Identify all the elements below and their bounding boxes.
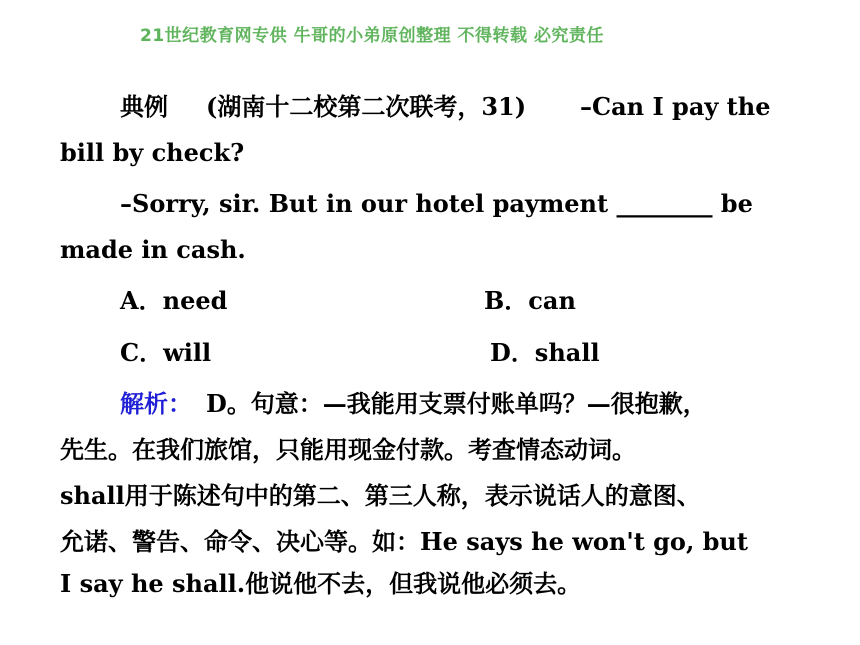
- option-c: C．will: [120, 338, 212, 367]
- option-a: A．need: [120, 286, 228, 315]
- option-b: B．can: [484, 286, 576, 315]
- analysis-line4: 允诺、警告、命令、决心等。如：He says he won't go, but: [60, 527, 748, 556]
- question-line3: –Sorry, sir. But in our hotel payment ________ be: [120, 189, 753, 218]
- watermark-banner: 21世纪教育网专供 牛哥的小弟原创整理 不得转载 必究责任: [140, 26, 604, 46]
- analysis-label: 解析：: [120, 389, 192, 418]
- analysis-line2: 先生。在我们旅馆，只能用现金付款。考查情态动词。: [60, 435, 636, 464]
- question-line1-tail: –Can I pay the: [580, 92, 771, 121]
- question-source: (湖南十二校第二次联考，31): [206, 92, 527, 121]
- question-line2: bill by check?: [60, 138, 245, 167]
- analysis-line5: I say he shall.他说他不去，但我说他必须去。: [60, 569, 582, 598]
- question-line4: made in cash.: [60, 235, 246, 264]
- option-d: D．shall: [490, 338, 600, 367]
- analysis-line3: shall用于陈述句中的第二、第三人称，表示说话人的意图、: [60, 481, 701, 510]
- analysis-line1: D。句意：—我能用支票付账单吗？—很抱歉，: [206, 389, 707, 418]
- example-label: 典例: [120, 92, 168, 121]
